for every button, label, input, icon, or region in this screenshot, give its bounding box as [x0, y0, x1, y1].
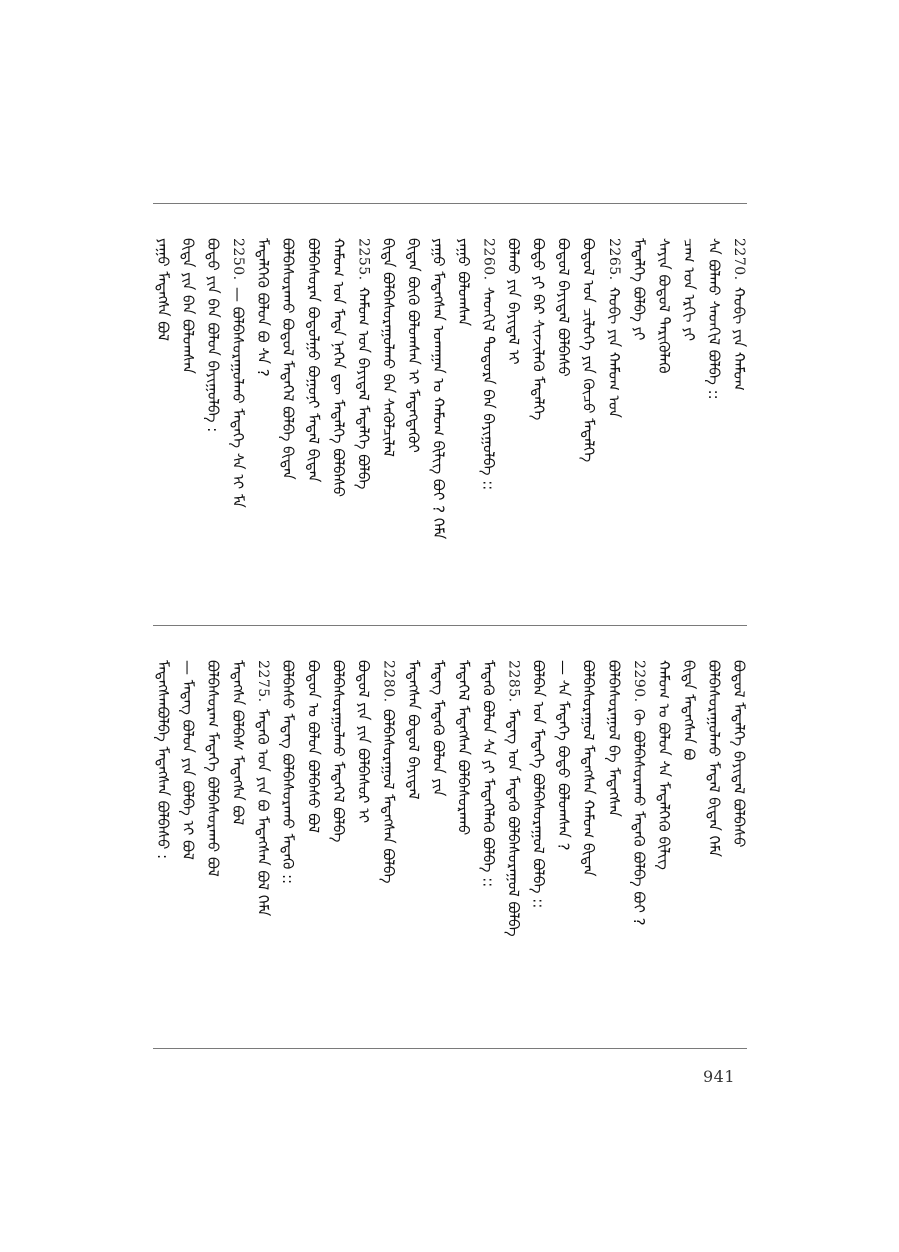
verse-line	[528, 660, 550, 1038]
verse-line	[728, 238, 750, 616]
verse-text: ᠬᠤᠪᠢ ᠶᠢᠨ ᠬᠠᠮᠤᠭ	[730, 286, 748, 391]
verse-text: ᠪᠣᠳᠣᠯ ᠤᠨ ᠴᠢᠯᠦᠭᠡ ᠶᠢᠨ ᠬᠦᠴᠦ ᠮᠡᠳᠡᠯᠭᠡ	[579, 238, 598, 463]
verse-text: ᠪᠣᠯᠪᠠᠰᠤᠷᠠᠭᠤᠯ ᠮᠡᠳᠡᠭᠰᠡᠨ ᠪᠣᠯᠪᠠ	[379, 708, 398, 884]
verse-text: ᠮᠡᠳᠡᠬᠦ ᠪᠣᠯᠤᠨ ᠰᠠ ᠶᠢ ᠮᠡᠳᠡᠭᠡᠯᠡᠬᠦ ᠪᠣᠯᠪᠠ ::	[479, 660, 498, 888]
verse-text: ᠮᠡᠳᠡᠭᠰᠡ ᠪᠣᠯᠪᠠᠰ ᠮᠡᠳᠡᠭᠰᠡ ᠪᠣᠯ	[229, 660, 248, 826]
verse-line	[553, 238, 575, 616]
verse-text: ᠮᠡᠳᠡᠭᠰᠡᠨᠪᠣᠯᠪᠠ ᠮᠡᠳᠡᠭᠰᠡᠨ ᠪᠣᠯᠪᠠᠰᠤ :	[154, 660, 172, 860]
verse-line	[327, 238, 349, 616]
verse-number: 2275.	[255, 660, 272, 703]
verse-number: 2285.	[505, 660, 522, 703]
verse-number: 2255.	[355, 238, 372, 281]
verse-line	[478, 238, 500, 616]
verse-line	[453, 238, 475, 616]
verse-line	[252, 238, 274, 616]
verse-text: ᠮᠡᠳᠡᠭ ᠮᠡᠳᠡᠬᠦ ᠪᠣᠯᠤᠨ ᠶᠢᠨ	[429, 660, 448, 797]
verse-number: 2265.	[605, 238, 622, 281]
verse-text: ᠴᠠᠭ ᠤᠨ ᠡᠷᠭᠢ ᠶᠢ	[679, 238, 698, 342]
verse-text: — ᠰᠠ ᠮᠡᠳᠡᠭᠡ ᠪᠣᠳᠣ ᠪᠣᠯᠤᠭᠰᠠᠨ ?	[554, 660, 573, 851]
verse-text: ᠪᠢᠳᠡ ᠪᠣᠯᠪᠠᠰᠤᠷᠠᠭᠤᠯᠬᠤ ᠪᠠᠨ ᠰᠡᠭᠦᠯᠴᠢᠯᠡᠯ	[379, 238, 398, 457]
verse-line	[453, 660, 475, 1038]
verse-text: ᠪᠣᠳᠣᠯ ᠪᠠᠶᠢᠳᠠᠯ ᠪᠣᠯᠪᠠᠰᠤ	[554, 238, 573, 377]
verse-text: ᠬᠠᠮᠤᠭ ᠤ ᠪᠣᠯᠤᠨ ᠰᠠ ᠮᠡᠳᠡᠯᠭᠡᠬᠦ ᠪᠢᠯᠢᠭ	[654, 660, 673, 870]
verse-number: 2280.	[380, 660, 397, 703]
verse-text: ᠰᠠᠶᠢᠨ ᠪᠣᠳᠣᠯ ᠲᠡᠷᠢᠭᠦᠯᠡᠬᠦ	[654, 238, 673, 374]
verse-line	[578, 238, 600, 616]
top-rule	[153, 203, 747, 204]
verse-text: ᠪᠣᠳᠣ ᠶᠢᠨ ᠪᠠᠨ ᠪᠣᠯᠤᠨ ᠪᠠᠶᠢᠭᠤᠯᠪᠠ :	[204, 238, 223, 433]
verse-line	[653, 660, 675, 1038]
verse-line	[202, 238, 224, 616]
verse-line	[177, 238, 199, 616]
verse-text: ᠪᠣᠯᠪᠠᠰᠤᠷᠠᠭ ᠮᠡᠳᠡᠭᠡ ᠪᠣᠯᠪᠠᠰᠤᠷᠠᠬᠤ ᠪᠣᠯ	[204, 660, 223, 877]
verse-text: ᠮᠡᠳᠡᠬᠦ ᠤᠨ ᠶᠢᠨ ᠪᠣ ᠮᠡᠳᠡᠭᠰᠡᠨ ᠪᠣᠯ ᠬᠡᠮᠡ	[254, 708, 273, 916]
verse-line	[302, 238, 324, 616]
verse-text: ᠪᠣᠳᠣᠨ ᠤ ᠪᠣᠯᠤᠨ ᠪᠣᠯᠪᠠᠰᠤ ᠪᠣᠯ	[304, 660, 323, 833]
verse-line	[678, 660, 700, 1038]
verse-text: ᠰᠠ ᠪᠤᠯᠬᠤ ᠰᠡᠳᠬᠢᠯ ᠪᠤᠯᠪᠠ ::	[704, 238, 723, 400]
verse-line	[427, 238, 449, 616]
verse-text: ᠪᠢᠳᠡᠨ ᠪᠦᠬᠦ ᠪᠣᠯᠤᠭᠰᠠᠨ ᠢ ᠮᠡᠳᠡᠭᠳᠡᠬᠦᠢ	[404, 238, 423, 453]
verse-text: ᠪᠣᠯᠪᠠᠰᠤᠷᠠᠭᠤᠯ ᠪᠠ ᠮᠡᠳᠡᠭᠰᠡᠨ	[604, 660, 623, 817]
verse-line	[327, 660, 349, 1038]
verse-text: ᠮᠡᠳᠡᠭ ᠤᠨ ᠮᠡᠳᠡᠬᠦ ᠪᠣᠯᠪᠠᠰᠤᠷᠠᠭᠤᠯ ᠪᠣᠯᠪᠠ	[504, 708, 523, 937]
verse-text: ᠬᠦ ᠪᠣᠯᠪᠠᠰᠤᠷᠠᠬᠤ ᠮᠡᠳᠡᠬᠦ ᠪᠣᠯᠪᠠ ᠪᠤᠢ ?	[629, 708, 648, 926]
verse-line	[277, 660, 299, 1038]
verse-line	[653, 238, 675, 616]
verse-text: ᠪᠢᠳᠡ ᠮᠡᠳᠡᠭᠰᠡᠨ ᠪᠣ	[679, 660, 698, 761]
verse-text: — ᠮᠡᠳᠡᠭ ᠪᠣᠯᠤᠨ ᠶᠢᠨ ᠪᠣᠯᠪᠠ ᠢ ᠪᠣᠯ	[179, 660, 198, 860]
verse-line	[728, 660, 750, 1038]
verse-line	[503, 238, 525, 616]
verse-text: ᠪᠣᠳᠣᠯ ᠶᠢᠨ ᠶᠢᠨ ᠪᠣᠯᠪᠠᠰᠤᠷ ᠢ	[354, 660, 373, 824]
verse-text: ᠪᠣᠯᠪᠠᠰᠤ ᠮᠡᠳᠡᠭ ᠪᠣᠯᠪᠠᠰᠤᠷᠠᠬᠤ ᠮᠡᠳᠡᠬᠦ ::	[279, 660, 298, 885]
bottom-verse-block	[150, 660, 750, 1038]
verse-text: ᠶᠠᠭᠤ ᠪᠣᠯᠤᠭᠰᠠᠨ	[454, 238, 473, 327]
verse-line	[152, 238, 174, 616]
top-verse-block	[150, 238, 750, 616]
verse-line	[528, 238, 550, 616]
verse-line	[402, 660, 424, 1038]
verse-text: ᠮᠡᠳᠡᠯᠭᠡᠬᠦ ᠪᠣᠯᠤᠨ ᠪᠣ ᠰᠠ ?	[254, 238, 273, 377]
verse-text: — ᠪᠣᠯᠪᠠᠰᠤᠷᠠᠭᠤᠯᠬᠤ ᠮᠡᠳᠡᠭᠡ ᠰᠠ ᠢ ᠮᠡ	[229, 286, 248, 508]
verse-text: ᠮᠡᠳᠡᠭᠰᠡᠨ ᠪᠣᠳᠣᠯ ᠪᠠᠶᠢᠳᠠᠯ	[404, 660, 423, 800]
page-number: 941	[703, 1067, 736, 1086]
verse-line	[503, 660, 525, 1038]
middle-rule	[153, 625, 747, 626]
verse-text: ᠶᠠᠭᠤ ᠮᠡᠳᠡᠭᠰᠡᠨ ᠤᠬᠠᠭᠠᠨ ᠤ ᠬᠠᠮᠤᠭ ᠪᠢᠯᠢᠭ ᠪᠤᠢ ? ᠬᠡᠮᠡ	[429, 238, 448, 540]
verse-line	[628, 238, 650, 616]
verse-line	[553, 660, 575, 1038]
verse-text: ᠪᠣᠯᠪᠠᠰᠤᠷᠠᠭᠤᠯᠬᠤ ᠮᠡᠳᠡᠭᠡᠯ ᠪᠣᠯᠪᠠ	[329, 660, 348, 843]
bottom-rule	[153, 1048, 747, 1049]
verse-text: ᠪᠢᠳᠡ ᠶᠢᠨ ᠪᠠᠨ ᠪᠣᠯᠤᠭᠰᠠᠨ	[179, 238, 198, 374]
verse-text: ᠬᠤᠪᠢ ᠶᠢᠨ ᠬᠠᠮᠤᠭ ᠤᠨ	[604, 286, 623, 418]
verse-text: ᠪᠣᠯᠪᠠᠰᠤᠷᠠᠨ ᠪᠣᠳᠣᠯᠭᠤ ᠪᠣᠭᠣᠨᠢ ᠮᠡᠳᠡᠯ ᠪᠢᠳᠡᠨ	[304, 238, 323, 483]
verse-line	[202, 660, 224, 1038]
verse-text: ᠪᠣᠳᠣ ᠶᠢ ᠪᠠᠷ ᠰᠢᠨᠵᠢᠯᠡᠬᠦ ᠮᠡᠳᠡᠯᠭᠡ	[529, 238, 548, 421]
verse-text: ᠪᠣᠯᠪᠠᠰᠤᠷᠠᠭᠤᠯ ᠮᠡᠳᠡᠭᠰᠡᠨ ᠬᠠᠮᠤᠭ ᠪᠢᠳᠡᠨ	[579, 660, 598, 877]
verse-text: ᠬᠠᠮᠤᠭ ᠤᠨ ᠮᠡᠳᠡ ᠨᠡᠭᠡᠨ ᠳᠦ ᠮᠡᠳᠡᠯᠭᠡ ᠪᠣᠯᠪᠠᠰᠤ	[329, 238, 348, 498]
verse-line	[603, 660, 625, 1038]
verse-line	[703, 238, 725, 616]
verse-text: ᠪᠣᠯᠪᠠᠨ ᠤᠨ ᠮᠡᠳᠡᠭᠡ ᠪᠣᠯᠪᠠᠰᠤᠷᠠᠭᠤᠯ ᠪᠣᠯᠪᠠ ::	[529, 660, 548, 909]
verse-line	[352, 238, 374, 616]
verse-text: ᠪᠣᠯᠪᠠᠰᠤᠷᠠᠬᠤ ᠪᠣᠳᠣᠯ ᠮᠡᠳᠡᠭᠡᠯ ᠪᠣᠯᠪᠠ ᠪᠢᠳᠡᠨ	[279, 238, 298, 480]
verse-number: 2270.	[731, 238, 747, 281]
verse-line	[252, 660, 274, 1038]
verse-text: ᠮᠡᠳᠡᠯᠭᠡ ᠪᠣᠯᠪᠠ ᠶᠢ	[629, 238, 648, 341]
verse-line	[578, 660, 600, 1038]
verse-text: ᠪᠣᠯᠬᠤ ᠶᠢᠨ ᠪᠠᠶᠢᠳᠠᠯ ᠢ	[504, 238, 523, 365]
verse-line	[377, 660, 399, 1038]
verse-line	[352, 660, 374, 1038]
verse-text: ᠶᠠᠭᠤ ᠮᠡᠳᠡᠭᠰᠡ ᠪᠣᠯ	[154, 238, 172, 342]
verse-line	[377, 238, 399, 616]
verse-text: ᠬᠠᠮᠤᠭ ᠤᠨ ᠪᠠᠶᠢᠳᠠᠯ ᠮᠡᠳᠡᠯᠭᠡ ᠪᠣᠯᠪᠠ	[354, 286, 373, 489]
verse-line	[152, 660, 174, 1038]
verse-number: 2290.	[630, 660, 647, 703]
verse-line	[227, 660, 249, 1038]
verse-line	[227, 238, 249, 616]
verse-line	[603, 238, 625, 616]
verse-line	[302, 660, 324, 1038]
verse-line	[678, 238, 700, 616]
verse-text: ᠮᠡᠳᠡᠭᠡᠯ ᠮᠡᠳᠡᠭᠰᠡᠨ ᠪᠣᠯᠪᠠᠰᠤᠷᠠᠬᠤ	[454, 660, 473, 836]
verse-text: ᠪᠣᠯᠪᠠᠰᠤᠷᠠᠭᠤᠯᠬᠤ ᠮᠡᠳᠡᠯ ᠪᠢᠳᠡᠨ ᠬᠡᠮᠡ	[704, 660, 723, 858]
verse-line	[478, 660, 500, 1038]
verse-line	[427, 660, 449, 1038]
verse-number: 2260.	[480, 238, 497, 281]
verse-text: ᠰᠡᠳᠬᠢᠯ ᠳᠣᠲᠣᠷᠠ ᠪᠠᠨ ᠪᠠᠶᠢᠭᠤᠯᠪᠠ ::	[479, 286, 498, 490]
verse-number: 2250.	[230, 238, 247, 281]
verse-text: ᠪᠣᠳᠣᠯ ᠮᠡᠳᠡᠯᠭᠡ ᠪᠠᠶᠢᠳᠠᠯ ᠪᠣᠯᠪᠠᠰᠤ	[730, 660, 748, 848]
verse-line	[402, 238, 424, 616]
verse-line	[628, 660, 650, 1038]
verse-line	[703, 660, 725, 1038]
verse-line	[177, 660, 199, 1038]
verse-line	[277, 238, 299, 616]
